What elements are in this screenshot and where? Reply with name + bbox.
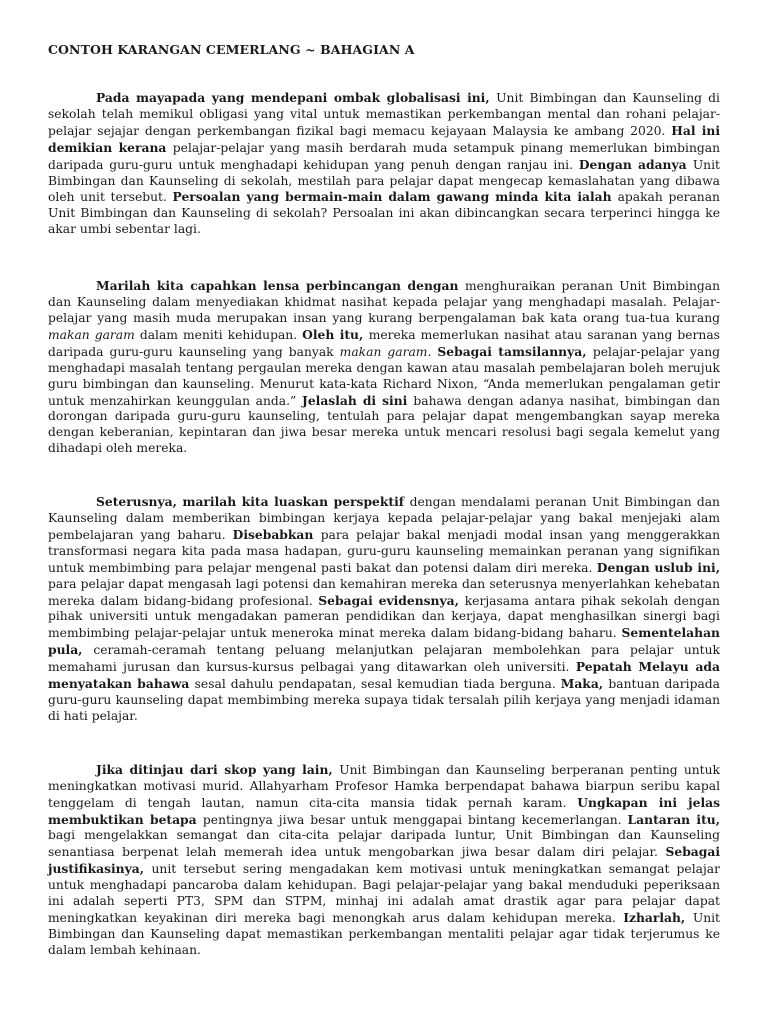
paragraph-intro	[48, 90, 720, 238]
text-run: kerjasama antara pihak sekolah dengan pihak universiti untuk mengadakan pameran pendidikan dan kerjaya, dapat menghasilkan sinergi bagi membimbing pelajar-pelajar untuk meneroka minat mereka dalam bidang-bidang baharu.	[48, 593, 720, 641]
text-run: pentingnya jiwa besar untuk menggapai bintang kecemerlangan.	[202, 812, 628, 827]
bold-phrase: Seterusnya, marilah kita luaskan perspektif	[96, 494, 410, 510]
paragraph-counselling-advice	[48, 278, 720, 457]
text-run: Unit Bimbingan dan Kaunseling dapat memastikan perkembangan mentaliti pelajar agar tidak terjerumus ke dalam lembah kehinaan.	[48, 910, 720, 957]
bold-phrase: Hal ini demikian kerana	[48, 122, 720, 155]
bold-phrase: Oleh itu,	[302, 326, 369, 342]
bold-phrase: Persoalan yang bermain-main dalam gawang minda kita ialah	[172, 189, 618, 205]
paragraph-motivation	[48, 762, 720, 959]
text-run: dengan mendalami peranan Unit Bimbingan dan Kaunseling dalam memberikan bimbingan kerjaya kepada pelajar-pelajar yang bakal menjejaki alam pembelajaran yang baharu.	[48, 495, 720, 542]
text-run: bagi mengelakkan semangat dan cita-cita pelajar daripada luntur, Unit Bimbingan dan Kaunseling senantiasa berpenat lelah memerah idea untuk mengobarkan jiwa besar dalam diri pelajar.	[48, 828, 720, 860]
bold-phrase: Jika ditinjau dari skop yang lain,	[96, 761, 340, 777]
italic-phrase: makan garam	[48, 327, 140, 342]
text-run: ceramah-ceramah tentang peluang melanjutkan pelajaran membolehkan para pelajar untuk memahami jurusan dan kursus-kursus pelbagai yang ditawarkan oleh universiti.	[48, 643, 720, 675]
bold-phrase: Pepatah Melayu ada menyatakan bahawa	[48, 659, 720, 692]
bold-phrase: Lantaran itu,	[627, 811, 720, 827]
bold-phrase: Ungkapan ini jelas membuktikan betapa	[48, 794, 721, 827]
text-run: para pelajar bakal menjadi modal insan yang menggerakkan transformasi negara kita pada masa hadapan, guru-guru kaunseling memainkan peranan yang signifikan untuk membimbing para pelajar mengenal pasti bakat dan potensi dalam diri mereka.	[48, 527, 721, 575]
paragraph-career-guidance	[48, 494, 720, 725]
bold-phrase: Dengan uslub ini,	[596, 559, 720, 575]
bold-phrase: Sebagai tamsilannya,	[437, 343, 593, 359]
text-run: dalam meniti kehidupan.	[139, 327, 303, 342]
document-title: CONTOH KARANGAN CEMERLANG ~ BAHAGIAN A	[48, 42, 415, 57]
text-run: Unit Bimbingan dan Kaunseling berperanan penting untuk meningkatkan motivasi murid. Allahyarham Profesor Hamka berpendapat bahawa biarpun seribu kapal tenggelam di tengah lautan, namun cita-cita mansia tidak pernah karam.	[48, 762, 720, 810]
text-run: bahawa dengan adanya nasihat, bimbingan dan dorongan daripada guru-guru kaunseling, tentulah para pelajar dapat mengembangkan sayap mereka dengan keberanian, kepintaran dan jiwa besar mereka untuk mencari resolusi bagi segala kemelut yang dihadapi oleh mereka.	[48, 393, 721, 456]
text-run: pelajar-pelajar yang masih berdarah muda setampuk pinang memerlukan bimbingan daripada guru-guru untuk menghadapi kehidupan yang penuh dengan ranjau ini.	[48, 140, 720, 172]
essay-document	[48, 42, 720, 987]
bold-phrase: Sebagai justifikasinya,	[48, 844, 720, 877]
bold-phrase: Pada mayapada yang mendepani ombak globalisasi ini,	[96, 90, 497, 105]
bold-phrase: Maka,	[560, 676, 609, 692]
text-run: menghuraikan peranan Unit Bimbingan dan Kaunseling dalam menyediakan khidmat nasihat kepada pelajar yang menghadapi masalah. Pelajar-pelajar yang masih muda merupakan insan yang kurang berpengalaman bak kata orang tua-tua kurang	[48, 279, 720, 325]
bold-phrase: Sementelahan pula,	[48, 625, 720, 658]
text-run: sesal dahulu pendapatan, sesal kemudian tiada berguna.	[194, 677, 561, 692]
text-run: apakah peranan Unit Bimbingan dan Kaunseling di sekolah? Persoalan ini akan dibincangkan secara terperinci hingga ke akar umbi sebentar lagi.	[48, 190, 720, 237]
text-run: mereka memerlukan nasihat atau saranan yang bernas daripada guru-guru kaunseling yang banyak	[48, 327, 720, 359]
bold-phrase: Marilah kita capahkan lensa perbincangan dengan	[96, 278, 465, 294]
bold-phrase: Jelaslah di sini	[302, 392, 414, 408]
bold-phrase: Izharlah,	[623, 909, 693, 925]
text-run: Unit Bimbingan dan Kaunseling di sekolah telah memikul obligasi yang vital untuk memastikan perkembangan mental dan rohani pelajar-pelajar sejajar dengan perkembangan fizikal bagi memacu kejayaan Malaysia ke ambang 2020.	[48, 91, 720, 138]
text-run: para pelajar dapat mengasah lagi potensi dan kemahiran mereka dan seterusnya menyerlahkan kehebatan mereka dalam bidang-bidang profesional.	[48, 576, 720, 608]
text-run: unit tersebut sering mengadakan kem motivasi untuk meningkatkan semangat pelajar untuk menghadapi pancaroba dalam kehidupan. Bagi pelajar-pelajar yang bakal menduduki peperiksaan ini adalah seperti PT3, SPM dan STPM, minhaj ini adalah amat drastik agar para pelajar dapat meningkatkan keyakinan diri mereka bagi menongkah arus dalam kehidupan mereka.	[48, 862, 720, 925]
bold-phrase: Dengan adanya	[578, 156, 693, 172]
bold-phrase: Disebabkan	[232, 526, 321, 542]
italic-phrase: makan garam.	[339, 344, 438, 359]
bold-phrase: Sebagai evidensnya,	[318, 592, 465, 608]
text-run: pelajar-pelajar yang menghadapi masalah tentang pergaulan mereka dengan kawan atau masalah pembelajaran boleh merujuk guru bimbingan dan kaunseling. Menurut kata-kata Richard Nixon, “Anda memerlukan pengalaman getir untuk menzahirkan keunggulan anda.”	[48, 344, 720, 408]
text-run: Unit Bimbingan dan Kaunseling di sekolah, mestilah para pelajar dapat mengecap kemaslahatan yang dibawa oleh unit tersebut.	[48, 157, 720, 205]
text-run: bantuan daripada guru-guru kaunseling dapat membimbing mereka supaya tidak tersalah pilih kerjaya yang menjadi idaman di hati pelajar.	[48, 677, 720, 723]
